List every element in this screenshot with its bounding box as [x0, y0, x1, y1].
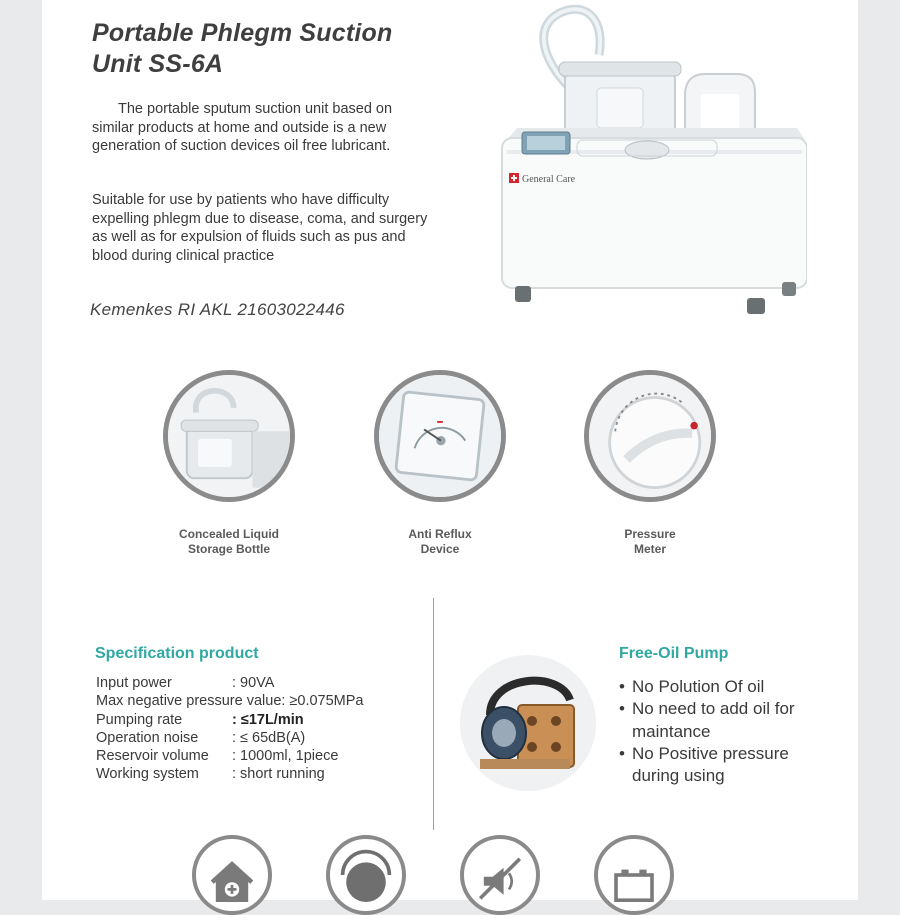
specification-table [96, 674, 364, 784]
spec-row-working-system [96, 765, 364, 783]
mute-icon [460, 835, 540, 915]
product-title [92, 18, 392, 80]
description-paragraph-2: Suitable for use by patients who have difficulty expelling phlegm due to disease, coma, and surgery as well as for expulsion of fluids such as pus and blood during clinical practice [92, 192, 428, 264]
feature-bottle-label: Concealed Liquid Storage Bottle [178, 527, 279, 556]
home-care-icon [192, 835, 272, 915]
title-line-2: Unit SS-6A [92, 50, 224, 78]
spec-key: Operation noise [96, 729, 199, 746]
feature-pressure-meter-label: Pressure Meter [624, 527, 676, 556]
spec-value [232, 711, 364, 729]
title-line-1: Portable Phlegm Suction [92, 19, 393, 47]
spec-row-input-power [96, 674, 364, 692]
pump-image [460, 655, 596, 791]
brand-text: General Care [522, 174, 576, 185]
spec-key: Max negative pressure value: ≥0.075MPa [96, 693, 364, 710]
feature-pressure-meter [574, 370, 726, 557]
feature-anti-reflux [364, 370, 516, 557]
battery-icon [594, 835, 674, 915]
spec-value-strong: : ≤17L/min [232, 711, 304, 728]
knob-icon [584, 370, 716, 502]
description-paragraph-1: The portable sputum suction unit based on similar products at home and outside is a new generation of suction devices oil free lubricant. [92, 101, 393, 154]
spec-key: Working system [96, 766, 199, 783]
spec-key: Pumping rate [96, 711, 183, 728]
spec-row-noise [96, 729, 364, 747]
spec-row-max-pressure [96, 692, 364, 710]
spec-value: : 1000ml, 1piece [232, 748, 339, 765]
gauge-icon [374, 370, 506, 502]
section-divider [433, 598, 434, 830]
pump-feature-item: • No need to add oil for maintance [619, 698, 812, 743]
dial-icon [326, 835, 406, 915]
spec-row-reservoir [96, 747, 364, 765]
specification-title: Specification product [95, 645, 259, 662]
pump-feature-item: • No Positive pressure during using [619, 743, 822, 788]
spec-row-pumping-rate [96, 711, 364, 729]
product-image [447, 0, 807, 330]
spec-key: Reservoir volume [96, 748, 209, 765]
pump-feature-item: • No Polution Of oil [619, 676, 822, 698]
spec-key: Input power [96, 675, 172, 691]
spec-value: : short running [232, 766, 325, 783]
pump-feature-list [619, 676, 822, 787]
pump-title: Free-Oil Pump [619, 645, 729, 662]
registration-number: Kemenkes RI AKL 21603022446 [90, 300, 345, 319]
bottle-icon [163, 370, 295, 502]
feature-bottle [153, 370, 305, 557]
spec-value: : ≤ 65dB(A) [232, 729, 306, 746]
spec-value: : 90VA [232, 675, 275, 691]
brochure-page [42, 0, 858, 900]
feature-anti-reflux-label: Anti Reflux Device [408, 527, 472, 556]
